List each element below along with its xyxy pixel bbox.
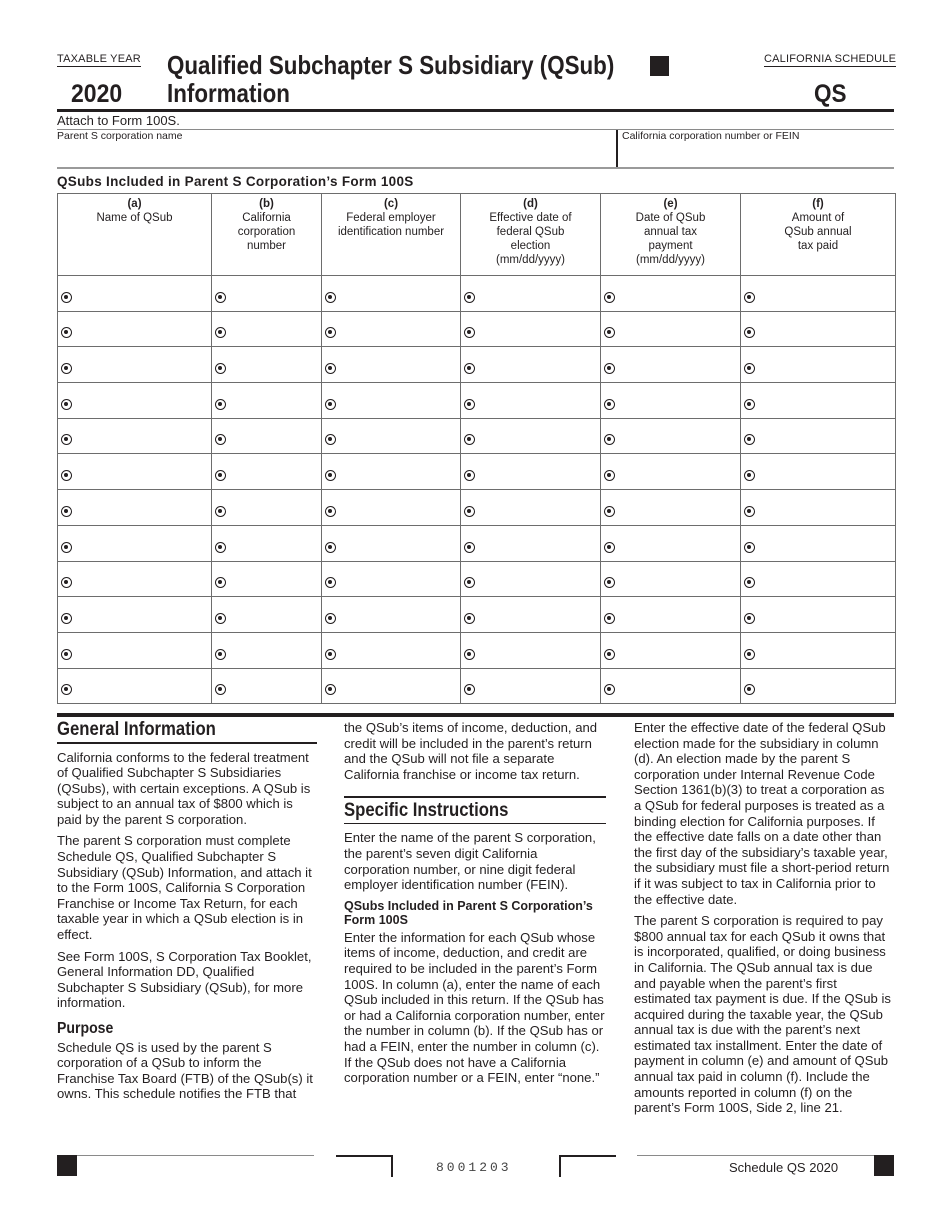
column-letter: (d) — [523, 198, 538, 210]
cell-column-a[interactable] — [58, 597, 212, 633]
column-b-input[interactable] — [230, 572, 317, 594]
entry-bullet-icon — [325, 684, 336, 695]
parent-name-field[interactable] — [57, 130, 617, 166]
column-a-input[interactable] — [76, 322, 207, 344]
entry-bullet-icon — [61, 649, 72, 660]
taxable-year-label: TAXABLE YEAR — [57, 53, 141, 65]
entry-bullet-icon — [604, 470, 615, 481]
column-d-input[interactable] — [479, 501, 596, 523]
column-f-input[interactable] — [759, 608, 891, 630]
cell-column-c[interactable] — [322, 454, 461, 490]
cell-column-d[interactable] — [461, 490, 601, 526]
column-d-input[interactable] — [479, 358, 596, 380]
column-e-input[interactable] — [619, 358, 736, 380]
column-c-input[interactable] — [340, 465, 456, 487]
column-d-input[interactable] — [479, 644, 596, 666]
ca-corp-number-label: California corporation number or FEIN — [622, 130, 800, 142]
cell-column-b[interactable] — [212, 347, 322, 383]
form-title — [167, 51, 614, 107]
column-b-input[interactable] — [230, 501, 317, 523]
column-c-input[interactable] — [340, 287, 456, 309]
column-c-input[interactable] — [340, 679, 456, 701]
column-label: Name of QSub — [96, 212, 173, 224]
cell-column-f[interactable] — [741, 418, 896, 454]
cell-column-d[interactable] — [461, 561, 601, 597]
qsubs-subheading: QSubs Included in Parent S Corporation’s Form 100S — [344, 898, 593, 927]
entry-bullet-icon — [604, 684, 615, 695]
table-row — [58, 347, 896, 383]
specific-paragraph: Enter the effective date of the federal QSub election made for the subsidiary in column (d). An election made by the parent S corporation under Internal Revenue Code Section 1361(b)(3) to treat a corporation as a QSub for federal purposes is treated as a binding election for California purposes. If the effective date falls on a date other than the first day of the subsidiary’s taxable year, the subsidiary must file a short-period return if it was subject to tax in California prior to the effective date. — [634, 720, 890, 907]
table-header-row — [58, 194, 896, 276]
cell-column-e[interactable] — [601, 454, 741, 490]
footer-line — [77, 1155, 314, 1156]
cell-column-c[interactable] — [322, 418, 461, 454]
cell-column-b[interactable] — [212, 276, 322, 312]
column-a-input[interactable] — [76, 465, 207, 487]
instructions-column-3 — [634, 720, 894, 1122]
column-c-input[interactable] — [340, 501, 456, 523]
cell-column-b[interactable] — [212, 418, 322, 454]
column-b-input[interactable] — [230, 644, 317, 666]
column-b-input[interactable] — [230, 679, 317, 701]
cell-column-f[interactable] — [741, 276, 896, 312]
cell-column-b[interactable] — [212, 454, 322, 490]
table-row — [58, 276, 896, 312]
table-row — [58, 597, 896, 633]
cell-column-d[interactable] — [461, 347, 601, 383]
entry-bullet-icon — [325, 542, 336, 553]
column-d-input[interactable] — [479, 287, 596, 309]
column-letter: (b) — [259, 198, 274, 210]
cell-column-e[interactable] — [601, 276, 741, 312]
column-f-input[interactable] — [759, 287, 891, 309]
entry-bullet-icon — [215, 292, 226, 303]
cell-column-f[interactable] — [741, 311, 896, 347]
column-f-input[interactable] — [759, 537, 891, 559]
footer-bracket-left — [336, 1155, 393, 1177]
entry-bullet-icon — [464, 363, 475, 374]
cell-column-e[interactable] — [601, 561, 741, 597]
column-a-input[interactable] — [76, 679, 207, 701]
entry-bullet-icon — [61, 542, 72, 553]
entry-bullet-icon — [61, 577, 72, 588]
column-f-input[interactable] — [759, 394, 891, 416]
column-b-input[interactable] — [230, 465, 317, 487]
column-d-input[interactable] — [479, 394, 596, 416]
cell-column-f[interactable] — [741, 383, 896, 419]
instructions-column-1 — [57, 719, 319, 1108]
column-e-input[interactable] — [619, 429, 736, 451]
column-e-input[interactable] — [619, 572, 736, 594]
column-label: Effective date of federal QSub election (mm/dd/yyyy) — [489, 212, 572, 266]
entry-bullet-icon — [604, 649, 615, 660]
cell-column-c[interactable] — [322, 276, 461, 312]
entry-bullet-icon — [604, 363, 615, 374]
entry-bullet-icon — [215, 327, 226, 338]
column-e-input[interactable] — [619, 501, 736, 523]
cell-column-e[interactable] — [601, 668, 741, 704]
entry-bullet-icon — [215, 434, 226, 445]
column-letter: (c) — [383, 198, 399, 210]
purpose-paragraph-continued: the QSub’s items of income, deduction, and credit will be included in the parent’s return and the QSub will not file a separate California franchise or income tax return. — [344, 720, 598, 782]
column-label: Amount of QSub annual tax paid — [784, 212, 852, 252]
cell-column-f[interactable] — [741, 490, 896, 526]
column-c-input[interactable] — [340, 429, 456, 451]
column-c-input[interactable] — [340, 358, 456, 380]
cell-column-e[interactable] — [601, 347, 741, 383]
column-header-d — [461, 194, 601, 276]
entry-bullet-icon — [215, 470, 226, 481]
cell-column-f[interactable] — [741, 561, 896, 597]
column-b-input[interactable] — [230, 358, 317, 380]
entry-bullet-icon — [464, 542, 475, 553]
column-c-input[interactable] — [340, 394, 456, 416]
cell-column-b[interactable] — [212, 490, 322, 526]
column-a-input[interactable] — [76, 394, 207, 416]
column-header-b — [212, 194, 322, 276]
entry-bullet-icon — [464, 434, 475, 445]
table-row — [58, 668, 896, 704]
entry-bullet-icon — [464, 292, 475, 303]
table-row — [58, 383, 896, 419]
entry-bullet-icon — [325, 470, 336, 481]
entry-bullet-icon — [464, 327, 475, 338]
cell-column-a[interactable] — [58, 454, 212, 490]
cell-column-c[interactable] — [322, 597, 461, 633]
table-row — [58, 525, 896, 561]
entry-bullet-icon — [604, 327, 615, 338]
registration-mark — [874, 1155, 894, 1176]
cell-column-f[interactable] — [741, 347, 896, 383]
column-header-e — [601, 194, 741, 276]
column-b-input[interactable] — [230, 394, 317, 416]
form-title-line1: Qualified Subchapter S Subsidiary (QSub) — [167, 50, 615, 80]
cell-column-e[interactable] — [601, 490, 741, 526]
table-row — [58, 490, 896, 526]
column-f-input[interactable] — [759, 501, 891, 523]
entry-bullet-icon — [215, 506, 226, 517]
entry-bullet-icon — [61, 506, 72, 517]
entry-bullet-icon — [744, 434, 755, 445]
general-paragraph: The parent S corporation must complete Schedule QS, Qualified Subchapter S Subsidiary (QSub) Information, and attach it to the Form 100S, California S Corporation Franchise or Income Tax Return, for each taxable year in which a QSub election is in effect. — [57, 833, 312, 943]
column-d-input[interactable] — [479, 322, 596, 344]
cell-column-c[interactable] — [322, 668, 461, 704]
entry-bullet-icon — [464, 613, 475, 624]
entry-bullet-icon — [464, 506, 475, 517]
column-letter: (f) — [812, 198, 824, 210]
cell-column-b[interactable] — [212, 632, 322, 668]
column-d-input[interactable] — [479, 465, 596, 487]
specific-paragraph: Enter the information for each QSub whose items of income, deduction, and credit are required to be included in the parent’s Form 100S. In column (a), enter the name of each QSub included in this return. If the QSub has or had a California corporation number, enter the number in column (b). If the QSub has or had a FEIN, enter the number in column (c). If the QSub does not have a California corporation number or a FEIN, enter “none.” — [344, 929, 605, 1086]
cell-column-a[interactable] — [58, 383, 212, 419]
entry-bullet-icon — [215, 577, 226, 588]
qsub-table-title: QSubs Included in Parent S Corporation’s Form 100S — [57, 174, 414, 189]
entry-bullet-icon — [604, 434, 615, 445]
entry-bullet-icon — [61, 684, 72, 695]
entry-bullet-icon — [325, 399, 336, 410]
column-e-input[interactable] — [619, 644, 736, 666]
cell-column-a[interactable] — [58, 668, 212, 704]
column-letter: (e) — [663, 198, 678, 210]
column-a-input[interactable] — [76, 501, 207, 523]
cell-column-a[interactable] — [58, 276, 212, 312]
column-d-input[interactable] — [479, 572, 596, 594]
column-c-input[interactable] — [340, 322, 456, 344]
column-f-input[interactable] — [759, 429, 891, 451]
cell-column-b[interactable] — [212, 668, 322, 704]
registration-mark — [57, 1155, 77, 1176]
cell-column-d[interactable] — [461, 311, 601, 347]
general-paragraph: California conforms to the federal treatment of Qualified Subchapter S Subsidiaries (QSubs), with certain exceptions. A QSub is subject to an annual tax of $800 which is paid by the parent S corporation. — [57, 749, 311, 827]
cell-column-d[interactable] — [461, 276, 601, 312]
column-a-input[interactable] — [76, 537, 207, 559]
cell-column-c[interactable] — [322, 525, 461, 561]
entry-bullet-icon — [61, 399, 72, 410]
column-c-input[interactable] — [340, 572, 456, 594]
specific-paragraph: The parent S corporation is required to pay $800 annual tax for each QSub it owns that is incorporated, qualified, or doing business in California. The QSub annual tax is due and payable when the parent’s first estimated tax payment is due. If the QSub is acquired during the taxable year, the QSub annual tax is due with the parent’s next estimated tax installment. Enter the date of payment in column (e) and amount of QSub annual tax paid in column (f). Include the amounts reported in column (f) on the parent’s Form 100S, Side 2, line 21. — [634, 913, 891, 1116]
schedule-footer: Schedule QS 2020 — [729, 1160, 839, 1175]
attach-note: Attach to Form 100S. — [57, 113, 180, 128]
cell-column-a[interactable] — [58, 561, 212, 597]
entry-bullet-icon — [604, 613, 615, 624]
column-f-input[interactable] — [759, 358, 891, 380]
column-f-input[interactable] — [759, 644, 891, 666]
column-e-input[interactable] — [619, 394, 736, 416]
entry-bullet-icon — [61, 434, 72, 445]
cell-column-f[interactable] — [741, 597, 896, 633]
specific-intro: Enter the name of the parent S corporation, the parent’s seven digit California corporation number, or nine digit federal employer identification number (FEIN). — [344, 830, 596, 893]
cell-column-e[interactable] — [601, 383, 741, 419]
table-row — [58, 561, 896, 597]
cell-column-a[interactable] — [58, 632, 212, 668]
cell-column-e[interactable] — [601, 597, 741, 633]
heading-overline — [344, 796, 606, 798]
column-b-input[interactable] — [230, 429, 317, 451]
tax-year: 2020 — [71, 80, 123, 108]
cell-column-d[interactable] — [461, 454, 601, 490]
registration-mark — [650, 56, 669, 76]
cell-column-f[interactable] — [741, 454, 896, 490]
entry-bullet-icon — [464, 399, 475, 410]
cell-column-b[interactable] — [212, 383, 322, 419]
general-information-heading: General Information — [57, 719, 216, 740]
cell-column-b[interactable] — [212, 525, 322, 561]
divider — [57, 167, 894, 169]
california-schedule-label: CALIFORNIA SCHEDULE — [764, 53, 897, 65]
section-rule — [57, 713, 894, 717]
entry-bullet-icon — [61, 327, 72, 338]
cell-column-d[interactable] — [461, 597, 601, 633]
column-d-input[interactable] — [479, 608, 596, 630]
cell-column-a[interactable] — [58, 347, 212, 383]
entry-bullet-icon — [464, 577, 475, 588]
purpose-heading: Purpose — [57, 1020, 114, 1037]
qsub-table — [57, 193, 896, 704]
cell-column-e[interactable] — [601, 632, 741, 668]
entry-bullet-icon — [604, 292, 615, 303]
entry-bullet-icon — [744, 470, 755, 481]
entry-bullet-icon — [215, 613, 226, 624]
purpose-paragraph: Schedule QS is used by the parent S corporation of a QSub to inform the Franchise Tax Board (FTB) of the QSub(s) it owns. This schedule notifies the FTB that — [57, 1039, 313, 1102]
cell-column-c[interactable] — [322, 311, 461, 347]
cell-column-b[interactable] — [212, 597, 322, 633]
entry-bullet-icon — [325, 363, 336, 374]
column-c-input[interactable] — [340, 537, 456, 559]
entry-bullet-icon — [604, 506, 615, 517]
entry-bullet-icon — [744, 577, 755, 588]
column-e-input[interactable] — [619, 287, 736, 309]
entry-bullet-icon — [61, 470, 72, 481]
entry-bullet-icon — [744, 292, 755, 303]
entry-bullet-icon — [325, 506, 336, 517]
cell-column-d[interactable] — [461, 383, 601, 419]
instructions-column-2 — [344, 720, 606, 1092]
header-rule — [57, 109, 894, 112]
entry-bullet-icon — [325, 649, 336, 660]
cell-column-f[interactable] — [741, 525, 896, 561]
entry-bullet-icon — [744, 506, 755, 517]
cell-column-c[interactable] — [322, 490, 461, 526]
column-label: California corporation number — [237, 212, 296, 252]
cell-column-e[interactable] — [601, 418, 741, 454]
column-letter: (a) — [127, 198, 142, 210]
cell-column-d[interactable] — [461, 632, 601, 668]
entry-bullet-icon — [604, 542, 615, 553]
cell-column-a[interactable] — [58, 525, 212, 561]
cell-column-b[interactable] — [212, 561, 322, 597]
table-row — [58, 311, 896, 347]
entry-bullet-icon — [215, 542, 226, 553]
entry-bullet-icon — [744, 649, 755, 660]
column-f-input[interactable] — [759, 465, 891, 487]
cell-column-d[interactable] — [461, 668, 601, 704]
column-a-input[interactable] — [76, 287, 207, 309]
column-a-input[interactable] — [76, 572, 207, 594]
column-e-input[interactable] — [619, 322, 736, 344]
footer-line — [637, 1155, 874, 1156]
column-a-input[interactable] — [76, 429, 207, 451]
entry-bullet-icon — [464, 649, 475, 660]
column-f-input[interactable] — [759, 679, 891, 701]
cell-column-c[interactable] — [322, 632, 461, 668]
ca-corp-number-field[interactable] — [622, 130, 894, 166]
specific-instructions-heading: Specific Instructions — [344, 799, 509, 821]
column-header-a — [58, 194, 212, 276]
form-code: 8001203 — [436, 1160, 512, 1175]
column-a-input[interactable] — [76, 358, 207, 380]
column-label: Date of QSub annual tax payment (mm/dd/yyyy) — [635, 212, 706, 266]
entry-bullet-icon — [744, 399, 755, 410]
column-label: Federal employer identification number — [337, 212, 445, 238]
entry-bullet-icon — [61, 613, 72, 624]
entry-bullet-icon — [464, 684, 475, 695]
entry-bullet-icon — [61, 363, 72, 374]
column-e-input[interactable] — [619, 537, 736, 559]
cell-column-e[interactable] — [601, 525, 741, 561]
entry-bullet-icon — [215, 649, 226, 660]
entry-bullet-icon — [325, 577, 336, 588]
entry-bullet-icon — [325, 613, 336, 624]
parent-name-label: Parent S corporation name — [57, 130, 183, 142]
table-row — [58, 454, 896, 490]
cell-column-c[interactable] — [322, 347, 461, 383]
general-paragraph: See Form 100S, S Corporation Tax Booklet, General Information DD, Qualified Subchapter S Subsidiary (QSub), for more information. — [57, 948, 312, 1011]
cell-column-c[interactable] — [322, 383, 461, 419]
column-b-input[interactable] — [230, 287, 317, 309]
column-a-input[interactable] — [76, 608, 207, 630]
column-e-input[interactable] — [619, 465, 736, 487]
cell-column-e[interactable] — [601, 311, 741, 347]
table-row — [58, 418, 896, 454]
column-f-input[interactable] — [759, 322, 891, 344]
column-a-input[interactable] — [76, 644, 207, 666]
entry-bullet-icon — [464, 470, 475, 481]
entry-bullet-icon — [61, 292, 72, 303]
field-divider — [616, 130, 618, 167]
heading-underline — [57, 742, 317, 744]
column-c-input[interactable] — [340, 644, 456, 666]
column-f-input[interactable] — [759, 572, 891, 594]
cell-column-a[interactable] — [58, 490, 212, 526]
entry-bullet-icon — [604, 577, 615, 588]
column-b-input[interactable] — [230, 322, 317, 344]
cell-column-a[interactable] — [58, 311, 212, 347]
entry-bullet-icon — [604, 399, 615, 410]
entry-bullet-icon — [744, 542, 755, 553]
entry-bullet-icon — [325, 434, 336, 445]
column-b-input[interactable] — [230, 608, 317, 630]
entry-bullet-icon — [215, 399, 226, 410]
entry-bullet-icon — [215, 363, 226, 374]
entry-bullet-icon — [325, 292, 336, 303]
column-d-input[interactable] — [479, 429, 596, 451]
entry-bullet-icon — [744, 613, 755, 624]
column-c-input[interactable] — [340, 608, 456, 630]
column-d-input[interactable] — [479, 537, 596, 559]
cell-column-a[interactable] — [58, 418, 212, 454]
column-e-input[interactable] — [619, 608, 736, 630]
column-e-input[interactable] — [619, 679, 736, 701]
entry-bullet-icon — [744, 327, 755, 338]
cell-column-c[interactable] — [322, 561, 461, 597]
entry-bullet-icon — [744, 684, 755, 695]
cell-column-b[interactable] — [212, 311, 322, 347]
heading-underline — [344, 823, 606, 825]
column-header-c — [322, 194, 461, 276]
table-row — [58, 632, 896, 668]
column-header-f — [741, 194, 896, 276]
entry-bullet-icon — [215, 684, 226, 695]
schedule-code: QS — [814, 80, 847, 108]
entry-bullet-icon — [325, 327, 336, 338]
cell-column-d[interactable] — [461, 525, 601, 561]
form-title-line2: Information — [167, 78, 290, 108]
cell-column-f[interactable] — [741, 632, 896, 668]
cell-column-d[interactable] — [461, 418, 601, 454]
column-d-input[interactable] — [479, 679, 596, 701]
footer-bracket-right — [559, 1155, 616, 1177]
column-b-input[interactable] — [230, 537, 317, 559]
entry-bullet-icon — [744, 363, 755, 374]
cell-column-f[interactable] — [741, 668, 896, 704]
